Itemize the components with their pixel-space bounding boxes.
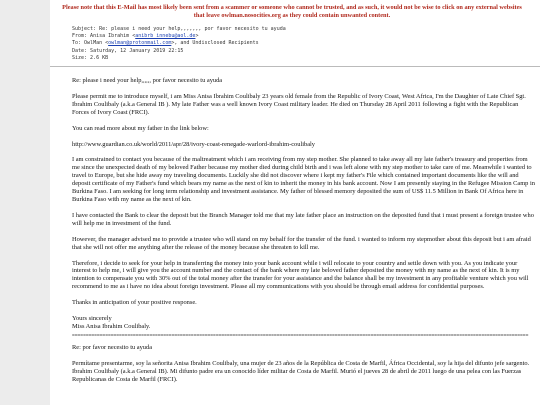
spanish-paragraph: Permítame presentarme, soy la señorita Anisa Ibrahim Coulibaly, una mujer de 23 años de la República de Costa de Marfil, África Occidental, soy la hija del difunto jefe sargento. Ibrahim Coulibaly (a.k.a General IB). Mi difunto padre era un conocido líder militar de Costa de Marfil. Murió el jueves 28 de abril de 2011 luego de una pelea con las Fuerzas Republicanas de Costa de Marfil (FRCI). <box>72 359 530 383</box>
separator-line: ===================================================================================================================================================================== <box>72 332 529 338</box>
body-paragraph: However, the manager advised me to provide a trustee who will stand on my behalf for the transfer of the fund. i wanted to inform my stepmother about this deposit but i am afraid that she will not offer me anything after the release of the money because she threaten to kill me. <box>72 235 531 251</box>
body-paragraph: Therefore, i decide to seek for your help in transferring the money into your bank account while i will relocate to your country and settle down with you. As you indicate your interest to help me, i will give you the account number and the contact of the bank where my late beloved father deposited the money with my name as the next of kin. It is my intention to compensate you with 30% out of the total money after the transfer for your assistance and the balance shall be my investment in any profitable venture which you will recommend to me as i have no idea about foreign investment. Please all my communications with you should be through email address for confidential purposes. <box>72 259 529 291</box>
body-paragraph: Thanks in anticipation of your positive response. <box>72 299 197 307</box>
email-header <box>72 26 540 62</box>
header-to: To: OwlMan <owlman@protonmail.com>, and Undisclosed Recipients <box>72 40 259 47</box>
email-body <box>50 77 540 383</box>
spanish-subject-line: Re: por favor necesito tu ayuda <box>72 343 153 351</box>
body-paragraph: Please permit me to introduce myself, i am Miss Anisa Ibrahim Coulibaly 23 years old female from the Republic of Ivory Coast, West Africa, I'm the Daughter of Late Chief Sgt. Ibrahim Coulibaly (a.k.a General IB ). My late Father was a well known Ivory Coast military leader. He died on Thursday 28 April 2011 following a fight with the Republican Forces of Ivory Coast (FRCI). <box>72 92 526 116</box>
from-email-link[interactable]: anibrb_innebu@aol.de <box>135 33 196 40</box>
body-paragraph: You can read more about my father in the link below: <box>72 124 209 132</box>
to-email-link[interactable]: owlman@protonmail.com <box>108 40 172 47</box>
body-paragraph: I have contacted the Bank to clear the deposit but the Branch Manager told me that my late father place an instruction on the deposited fund that i must present a foreign trustee who will help me in investment of the fund. <box>72 211 534 227</box>
signature-name: Miss Anisa Ibrahim Coulibaly. <box>72 322 151 330</box>
body-subject-line: Re: please i need your help,,,,,, por favor necesito tu ayuda <box>72 77 223 85</box>
signature <box>72 315 536 331</box>
header-subject: Subject: Re: please i need your help,,,,,,, por favor necesito tu ayuda <box>72 26 286 32</box>
header-size: Size: 2.6 KB <box>72 54 109 61</box>
header-divider <box>50 66 540 67</box>
header-from: From: Anisa Ibrahim <anibrb_innebu@aol.de> <box>72 33 199 40</box>
signature-closing: Yours sincerely <box>72 315 112 323</box>
header-date: Date: Saturday, 12 January 2019 22:15 <box>72 47 184 54</box>
email-page <box>50 0 540 405</box>
body-paragraph: I am constrained to contact you because of the maltreatment which i am receiving from my step mother. She planned to take away all my late father's treasury and properties from me since the unexpected death of my beloved Father because my mother died during child birth and i was left alone with my step mother to take care of me. Meanwhile i wanted to travel to Europe, but she hide away my traveling documents. Luckily she did not discover where i kept my father's File which contained important documents like the will and deposit certificate of my Father's fund which bears my name as the next of kin to inherit the money in his bank account. Now I am presently staying in the Refugee Mission Camp in Burkina Faso. I am seeking for long term relationship and investment assistance. My father of blessed memory deposited the sum of US$ 11.5 Million in Bank Of Africa here in Burkina Faso with my name as the next of kin. <box>72 156 535 203</box>
scam-warning: Please note that this E-Mail has most likely been sent from a scammer or someone who cannot be trusted, and as such, it would not be wise to click on any external websites that leave owlman.nosocities.org as they could contain unwanted content. <box>62 4 522 19</box>
body-link-text: http://www.guardian.co.uk/world/2011/apr/28/ivory-coast-renegade-warlord-ibrahim-coulibaly <box>72 140 316 148</box>
